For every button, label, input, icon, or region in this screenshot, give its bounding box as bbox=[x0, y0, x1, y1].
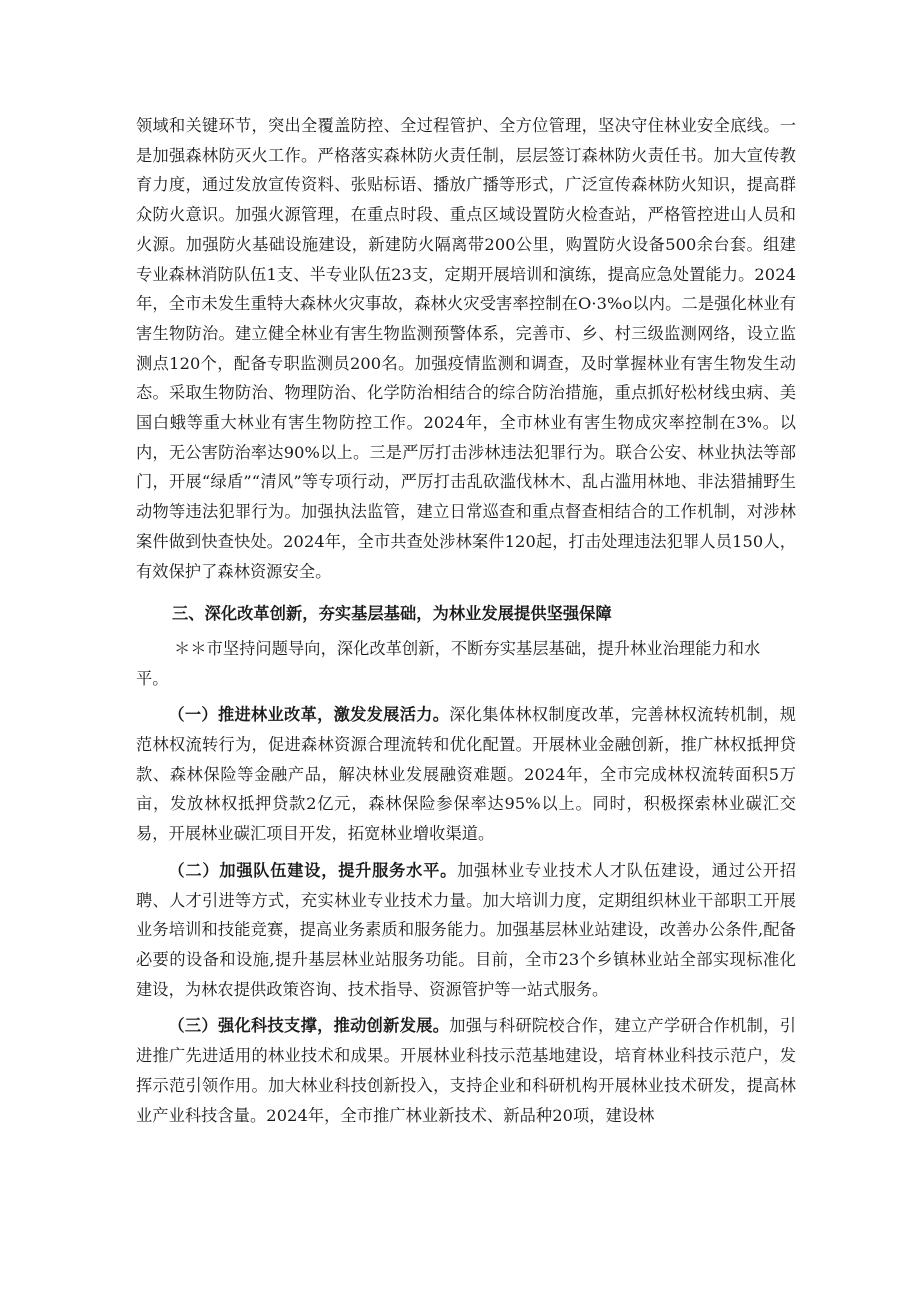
subsection-3-title: （三）强化科技支撑，推动创新发展。 bbox=[168, 1016, 450, 1036]
subsection-2-paragraph bbox=[136, 856, 796, 1005]
spacer bbox=[136, 1004, 796, 1011]
subsection-2-title: （二）加强队伍建设，提升服务水平。 bbox=[168, 860, 458, 880]
document-page bbox=[136, 111, 796, 1130]
section3-heading: 三、深化改革创新，夯实基层基础，为林业发展提供坚强保障 bbox=[172, 604, 612, 624]
subsection-1-paragraph bbox=[136, 700, 796, 849]
subsection-2-body: 加强林业专业技术人才队伍建设，通过公开招聘、人才引进等方式，充实林业专业技术力量。加大培训力度，定期组织林业干部职工开展业务培训和技能竞赛，提高业务素质和服务能力。加强基层林业站建设，改善办公条件,配备必要的设备和设施,提升基层林业站服务功能。目前，全市23个乡镇林业站全部实现标准化建设，为林农提供政策咨询、技术指导、资源管护等一站式服务。 bbox=[136, 860, 797, 999]
subsection-3-body: 加强与科研院校合作，建立产学研合作机制，引进推广先进适用的林业技术和成果。开展林业科技示范基地建设，培育林业科技示范户，发挥示范引领作用。加大林业科技创新投入，支持企业和科研机构开展林业技术研发，提高林业产业科技含量。2024年，全市推广林业新技术、新品种20项，建设林 bbox=[136, 1016, 796, 1125]
spacer bbox=[136, 849, 796, 856]
spacer bbox=[136, 586, 796, 593]
spacer bbox=[136, 693, 796, 700]
section2-body-paragraph: 领域和关键环节，突出全覆盖防控、全过程管护、全方位管理，坚决守住林业安全底线。一是加强森林防灭火工作。严格落实森林防火责任制，层层签订森林防火责任书。加大宣传教育力度，通过发放宣传资料、张贴标语、播放广播等形式，广泛宣传森林防火知识，提高群众防火意识。加强火源管理，在重点时段、重点区域设置防火检查站，严格管控进山人员和火源。加强防火基础设施建设，新建防火隔离带200公里，购置防火设备500余台套。组建专业森林消防队伍1支、半专业队伍23支，定期开展培训和演练，提高应急处置能力。2024年，全市未发生重特大森林火灾事故，森林火灾受害率控制在O·3%o以内。二是强化林业有害生物防治。建立健全林业有害生物监测预警体系，完善市、乡、村三级监测网络，设立监测点120个，配备专职监测员200名。加强疫情监测和调查，及时掌握林业有害生物发生动态。采取生物防治、物理防治、化学防治相结合的综合防治措施，重点抓好松材线虫病、美国白蛾等重大林业有害生物防控工作。2024年，全市林业有害生物成灾率控制在3%。以内，无公害防治率达90%以上。三是严厉打击涉林违法犯罪行为。联合公安、林业执法等部门，开展“绿盾”“清风”等专项行动，严厉打击乱砍滥伐林木、乱占滥用林地、非法猎捕野生动物等违法犯罪行为。加强执法监管，建立日常巡查和重点督查相结合的工作机制，对涉林案件做到快查快处。2024年，全市共查处涉林案件120起，打击处理违法犯罪人员150人，有效保护了森林资源安全。 bbox=[136, 116, 796, 581]
subsection-3-paragraph bbox=[136, 1011, 796, 1130]
subsection-1-title: （一）推进林业改革，激发发展活力。 bbox=[168, 705, 450, 725]
section3-intro-line1: ＊＊市坚持问题导向，深化改革创新，不断夯实基层基础，提升林业治理能力和水 bbox=[174, 638, 761, 658]
section3-intro-line2: 平。 bbox=[136, 668, 169, 688]
subsection-1-body: 深化集体林权制度改革，完善林权流转机制，规范林权流转行为，促进森林资源合理流转和优化配置。开展林业金融创新，推广林权抵押贷款、森林保险等金融产品，解决林业发展融资难题。2024年，全市完成林权流转面积5万亩，发放林权抵押贷款2亿元，森林保险参保率达95%以上。同时，积极探索林业碳汇交易，开展林业碳汇项目开发，拓宽林业增收渠道。 bbox=[136, 705, 796, 844]
